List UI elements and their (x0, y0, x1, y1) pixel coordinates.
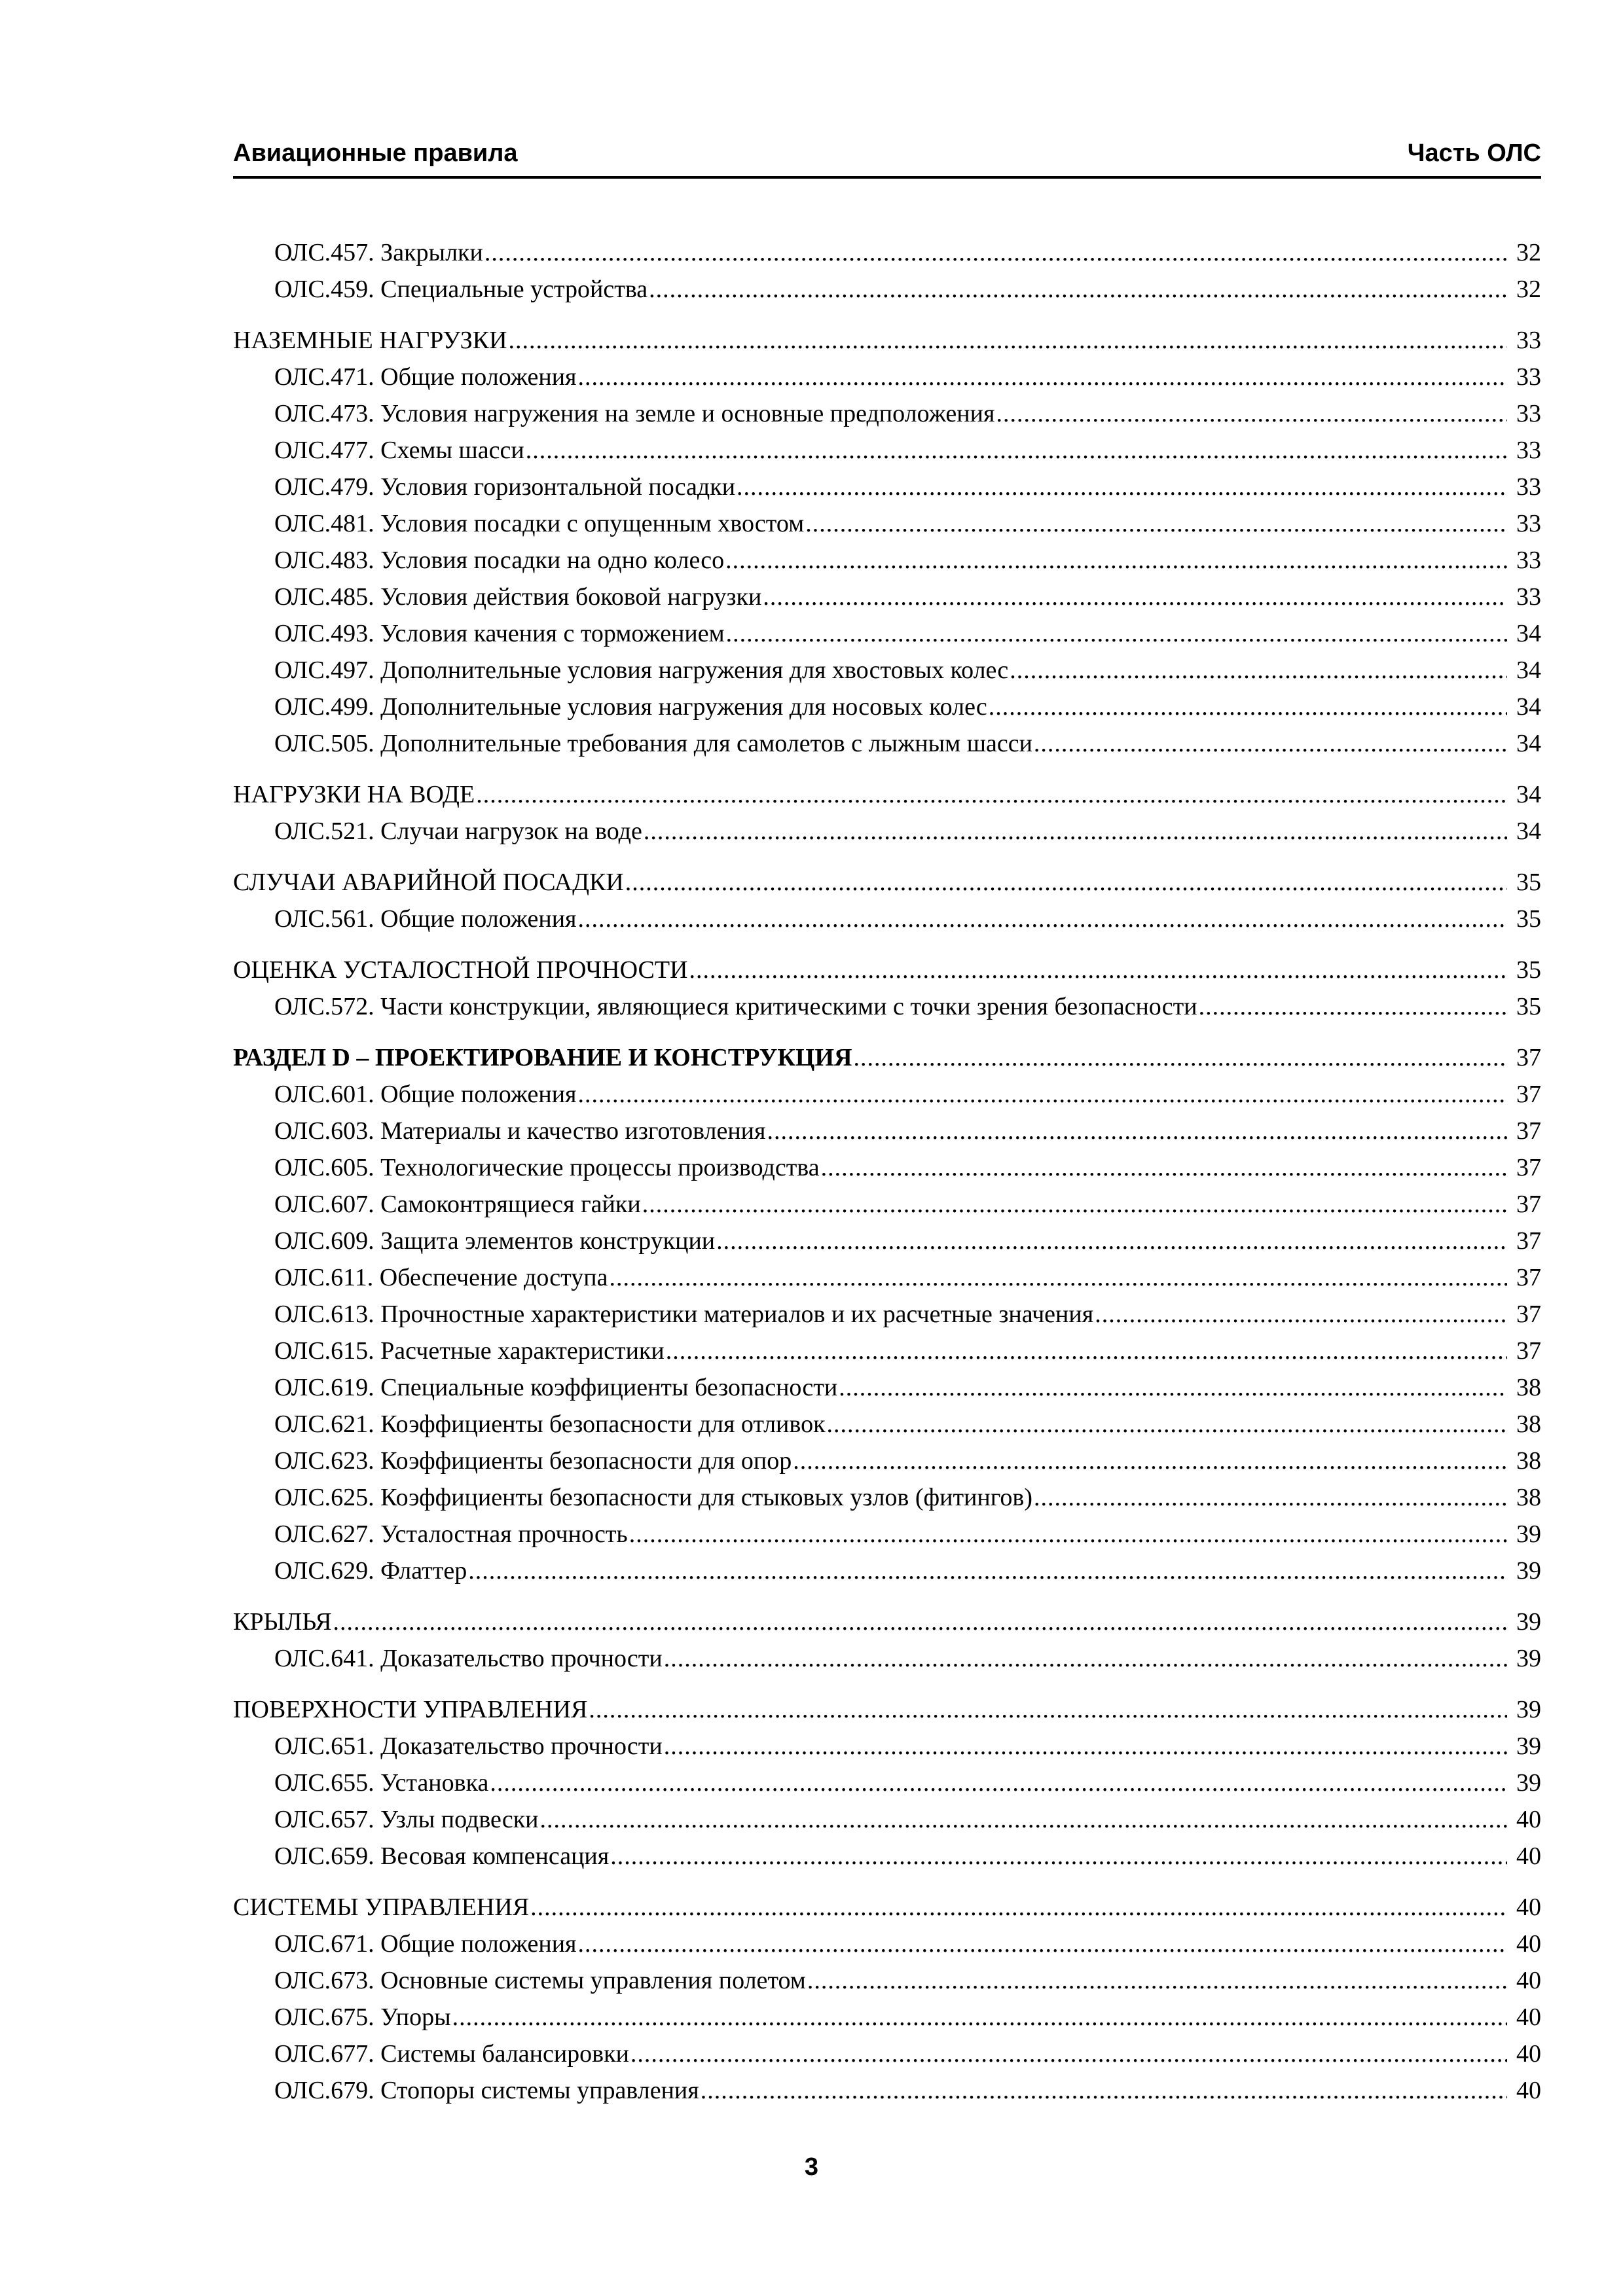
toc-dot-leader (540, 1801, 1507, 1838)
toc-dot-leader (578, 1926, 1507, 1962)
toc-entry[interactable] (233, 1369, 1541, 1406)
toc-entry-title: РАЗДЕЛ D – ПРОЕКТИРОВАНИЕ И КОНСТРУКЦИЯ (233, 1044, 852, 1071)
toc-entry-title: СИСТЕМЫ УПРАВЛЕНИЯ (233, 1893, 530, 1921)
toc-entry-page: 32 (1516, 276, 1541, 303)
toc-entry-page: 40 (1516, 2040, 1541, 2068)
toc-dot-leader (490, 1765, 1507, 1801)
toc-entry-title: ОЛС.623. Коэффициенты безопасности для опор (274, 1447, 792, 1475)
header-title: Авиационные правила (233, 139, 518, 167)
toc-entry[interactable] (233, 901, 1541, 937)
toc-entry[interactable] (233, 1333, 1541, 1369)
toc-entry[interactable] (233, 1765, 1541, 1801)
toc-entry[interactable] (233, 1926, 1541, 1962)
toc-entry-page: 33 (1516, 437, 1541, 464)
toc-entry[interactable] (233, 432, 1541, 469)
toc-entry-page: 33 (1516, 473, 1541, 501)
toc-dot-leader (827, 1406, 1507, 1443)
toc-entry-page: 37 (1516, 1081, 1541, 1108)
toc-entry[interactable] (233, 1889, 1541, 1926)
toc-entry-page: 32 (1516, 239, 1541, 266)
toc-dot-leader (793, 1443, 1507, 1479)
toc-dot-leader (333, 1604, 1507, 1640)
toc-entry-page: 37 (1516, 1191, 1541, 1218)
toc-entry[interactable] (233, 1801, 1541, 1838)
toc-entry[interactable] (233, 1999, 1541, 2036)
toc-entry-title: ОЛС.493. Условия качения с торможением (274, 620, 725, 647)
toc-entry-title: ОЛС.561. Общие положения (274, 905, 577, 933)
toc-entry[interactable] (233, 725, 1541, 762)
toc-dot-leader (476, 776, 1507, 813)
toc-entry[interactable] (233, 1604, 1541, 1640)
toc-entry-page: 33 (1516, 547, 1541, 574)
toc-dot-leader (484, 234, 1507, 271)
toc-entry[interactable] (233, 1149, 1541, 1186)
toc-entry[interactable] (233, 1838, 1541, 1874)
toc-entry-page: 33 (1516, 510, 1541, 537)
toc-entry-page: 39 (1516, 1520, 1541, 1548)
toc-entry-title: ОЛС.605. Технологические процессы производства (274, 1154, 820, 1181)
toc-entry-title: НАГРУЗКИ НА ВОДЕ (233, 781, 475, 808)
toc-entry-page: 34 (1516, 693, 1541, 721)
toc-dot-leader (509, 322, 1507, 359)
toc-dot-leader (530, 1889, 1507, 1926)
toc-entry-page: 34 (1516, 817, 1541, 845)
toc-dot-leader (701, 2072, 1507, 2109)
toc-entry[interactable] (233, 652, 1541, 689)
toc-entry-title: ОЛС.657. Узлы подвески (274, 1806, 539, 1833)
toc-dot-leader (664, 1728, 1507, 1765)
toc-entry-page: 39 (1516, 1696, 1541, 1723)
toc-dot-leader (996, 395, 1507, 432)
toc-entry-page: 34 (1516, 730, 1541, 757)
toc-entry-page: 38 (1516, 1484, 1541, 1511)
toc-entry-page: 40 (1516, 1842, 1541, 1870)
toc-entry[interactable] (233, 1296, 1541, 1333)
toc-entry[interactable] (233, 234, 1541, 271)
toc-entry-page: 39 (1516, 1557, 1541, 1585)
toc-entry-title: ОЛС.479. Условия горизонтальной посадки (274, 473, 736, 501)
toc-dot-leader (1095, 1296, 1507, 1333)
toc-entry-page: 40 (1516, 1893, 1541, 1921)
toc-entry[interactable] (233, 1962, 1541, 1999)
toc-entry[interactable] (233, 1406, 1541, 1443)
toc-dot-leader (689, 952, 1507, 988)
toc-entry-title: ОЛС.671. Общие положения (274, 1930, 577, 1958)
toc-entry[interactable] (233, 271, 1541, 308)
toc-entry-page: 37 (1516, 1264, 1541, 1291)
toc-entry-title: ОЦЕНКА УСТАЛОСТНОЙ ПРОЧНОСТИ (233, 956, 688, 984)
toc-dot-leader (649, 271, 1507, 308)
toc-entry[interactable] (233, 322, 1541, 359)
toc-dot-leader (578, 359, 1507, 395)
toc-entry-page: 37 (1516, 1154, 1541, 1181)
toc-entry-title: ОЛС.483. Условия посадки на одно колесо (274, 547, 725, 574)
toc-entry[interactable] (233, 579, 1541, 615)
toc-dot-leader (578, 1076, 1507, 1113)
toc-entry-page: 38 (1516, 1447, 1541, 1475)
toc-entry[interactable] (233, 1552, 1541, 1589)
toc-entry-title: ОЛС.499. Дополнительные условия нагружения для носовых колес (274, 693, 987, 721)
toc-dot-leader (763, 579, 1507, 615)
toc-entry-title: ОЛС.629. Флаттер (274, 1557, 467, 1585)
toc-entry[interactable] (233, 1640, 1541, 1677)
toc-entry[interactable] (233, 395, 1541, 432)
header-part: Часть ОЛС (1407, 139, 1541, 167)
toc-entry-title: ОЛС.505. Дополнительные требования для самолетов с лыжным шасси (274, 730, 1032, 757)
toc-dot-leader (725, 542, 1507, 579)
toc-entry[interactable] (233, 1223, 1541, 1259)
toc-entry-page: 35 (1516, 905, 1541, 933)
toc-entry-title: ОЛС.613. Прочностные характеристики материалов и их расчетные значения (274, 1300, 1094, 1328)
toc-entry-page: 34 (1516, 781, 1541, 808)
toc-entry-title: ОЛС.641. Доказательство прочности (274, 1645, 663, 1672)
toc-dot-leader (1034, 1479, 1507, 1516)
toc-entry-title: ОЛС.655. Установка (274, 1769, 489, 1797)
toc-entry[interactable] (233, 776, 1541, 813)
toc-dot-leader (1010, 652, 1507, 689)
toc-entry-page: 38 (1516, 1374, 1541, 1401)
toc-entry-page: 40 (1516, 2003, 1541, 2031)
toc-entry-page: 39 (1516, 1769, 1541, 1797)
toc-entry-title: ОЛС.619. Специальные коэффициенты безопасности (274, 1374, 838, 1401)
toc-entry-title: ОЛС.675. Упоры (274, 2003, 451, 2031)
toc-entry-page: 37 (1516, 1300, 1541, 1328)
toc-entry[interactable] (233, 1039, 1541, 1076)
toc-entry-page: 37 (1516, 1337, 1541, 1365)
toc-dot-leader (630, 2036, 1507, 2072)
toc-entry-title: НАЗЕМНЫЕ НАГРУЗКИ (233, 327, 507, 354)
toc-entry[interactable] (233, 1076, 1541, 1113)
toc-entry-title: ОЛС.677. Системы балансировки (274, 2040, 629, 2068)
toc-entry-title: ОЛС.679. Стопоры системы управления (274, 2077, 699, 2104)
toc-entry-title: ОЛС.611. Обеспечение доступа (274, 1264, 608, 1291)
toc-entry-page: 40 (1516, 2077, 1541, 2104)
toc-entry[interactable] (233, 952, 1541, 988)
toc-dot-leader (452, 1999, 1507, 2036)
toc-entry-page: 35 (1516, 956, 1541, 984)
toc-entry-title: ОЛС.477. Схемы шасси (274, 437, 524, 464)
toc-entry-title: ОЛС.471. Общие положения (274, 363, 577, 391)
toc-dot-leader (839, 1369, 1507, 1406)
toc-dot-leader (807, 1962, 1507, 1999)
toc-entry-page: 38 (1516, 1410, 1541, 1438)
toc-dot-leader (589, 1691, 1507, 1728)
toc-dot-leader (853, 1039, 1507, 1076)
toc-entry-title: ОЛС.673. Основные системы управления полетом (274, 1967, 806, 1994)
toc-entry-title: ОЛС.457. Закрылки (274, 239, 483, 266)
toc-entry-title: КРЫЛЬЯ (233, 1608, 332, 1636)
toc-dot-leader (642, 1186, 1507, 1223)
toc-dot-leader (664, 1640, 1507, 1677)
toc-entry-title: ОЛС.659. Весовая компенсация (274, 1842, 610, 1870)
toc-dot-leader (989, 689, 1507, 725)
toc-entry[interactable] (233, 1728, 1541, 1765)
toc-entry-title: ПОВЕРХНОСТИ УПРАВЛЕНИЯ (233, 1696, 588, 1723)
table-of-contents (233, 234, 1541, 2109)
toc-entry[interactable] (233, 1186, 1541, 1223)
toc-entry[interactable] (233, 689, 1541, 725)
toc-entry-page: 33 (1516, 363, 1541, 391)
toc-entry-title: ОЛС.603. Материалы и качество изготовления (274, 1117, 766, 1145)
toc-dot-leader (1034, 725, 1507, 762)
toc-entry[interactable] (233, 2036, 1541, 2072)
toc-entry-page: 39 (1516, 1645, 1541, 1672)
page-header (233, 139, 1541, 179)
toc-entry-title: ОЛС.651. Доказательство прочности (274, 1732, 663, 1760)
toc-entry-title: ОЛС.481. Условия посадки с опущенным хвостом (274, 510, 805, 537)
toc-dot-leader (726, 615, 1507, 652)
toc-entry[interactable] (233, 615, 1541, 652)
toc-entry-title: ОЛС.572. Части конструкции, являющиеся критическими с точки зрения безопасности (274, 993, 1197, 1020)
toc-entry-page: 35 (1516, 869, 1541, 896)
toc-dot-leader (716, 1223, 1507, 1259)
toc-entry-page: 35 (1516, 993, 1541, 1020)
toc-entry-page: 33 (1516, 400, 1541, 427)
toc-entry[interactable] (233, 1113, 1541, 1149)
toc-entry[interactable] (233, 359, 1541, 395)
toc-dot-leader (526, 432, 1507, 469)
toc-entry-page: 37 (1516, 1117, 1541, 1145)
toc-entry[interactable] (233, 505, 1541, 542)
toc-dot-leader (610, 1838, 1507, 1874)
toc-entry[interactable] (233, 1443, 1541, 1479)
toc-entry[interactable] (233, 988, 1541, 1025)
toc-entry-page: 34 (1516, 620, 1541, 647)
toc-entry-title: ОЛС.607. Самоконтрящиеся гайки (274, 1191, 641, 1218)
toc-entry[interactable] (233, 1479, 1541, 1516)
toc-entry-title: ОЛС.601. Общие положения (274, 1081, 577, 1108)
toc-entry[interactable] (233, 1259, 1541, 1296)
toc-dot-leader (468, 1552, 1507, 1589)
toc-entry-page: 37 (1516, 1044, 1541, 1071)
toc-entry-page: 40 (1516, 1806, 1541, 1833)
toc-entry-title: ОЛС.497. Дополнительные условия нагружения для хвостовых колес (274, 656, 1009, 684)
toc-entry-title: ОЛС.473. Условия нагружения на земле и основные предположения (274, 400, 995, 427)
toc-dot-leader (1199, 988, 1507, 1025)
toc-dot-leader (578, 901, 1507, 937)
toc-entry[interactable] (233, 864, 1541, 901)
toc-entry-page: 33 (1516, 327, 1541, 354)
toc-dot-leader (767, 1113, 1508, 1149)
toc-entry-title: ОЛС.621. Коэффициенты безопасности для отливок (274, 1410, 826, 1438)
toc-dot-leader (805, 505, 1507, 542)
toc-dot-leader (737, 469, 1507, 505)
toc-entry-page: 39 (1516, 1732, 1541, 1760)
toc-dot-leader (625, 864, 1507, 901)
toc-dot-leader (609, 1259, 1507, 1296)
toc-dot-leader (629, 1516, 1507, 1552)
toc-entry-page: 37 (1516, 1227, 1541, 1255)
toc-entry[interactable] (233, 469, 1541, 505)
toc-entry-title: ОЛС.625. Коэффициенты безопасности для стыковых узлов (фитингов) (274, 1484, 1032, 1511)
page-number: 3 (804, 2153, 819, 2181)
toc-entry-title: ОЛС.521. Случаи нагрузок на воде (274, 817, 642, 845)
toc-entry[interactable] (233, 542, 1541, 579)
toc-dot-leader (644, 813, 1507, 850)
toc-entry-title: ОЛС.627. Усталостная прочность (274, 1520, 628, 1548)
toc-entry[interactable] (233, 2072, 1541, 2109)
toc-entry-page: 34 (1516, 656, 1541, 684)
toc-entry-page: 40 (1516, 1967, 1541, 1994)
toc-entry-page: 39 (1516, 1608, 1541, 1636)
toc-entry-page: 40 (1516, 1930, 1541, 1958)
toc-dot-leader (821, 1149, 1507, 1186)
toc-entry[interactable] (233, 1516, 1541, 1552)
toc-entry-title: ОЛС.485. Условия действия боковой нагрузки (274, 583, 762, 611)
toc-entry-title: СЛУЧАИ АВАРИЙНОЙ ПОСАДКИ (233, 869, 624, 896)
toc-entry[interactable] (233, 1691, 1541, 1728)
toc-dot-leader (666, 1333, 1507, 1369)
toc-entry-title: ОЛС.459. Специальные устройства (274, 276, 648, 303)
toc-entry-page: 33 (1516, 583, 1541, 611)
toc-entry[interactable] (233, 813, 1541, 850)
toc-entry-title: ОЛС.609. Защита элементов конструкции (274, 1227, 716, 1255)
toc-entry-title: ОЛС.615. Расчетные характеристики (274, 1337, 665, 1365)
